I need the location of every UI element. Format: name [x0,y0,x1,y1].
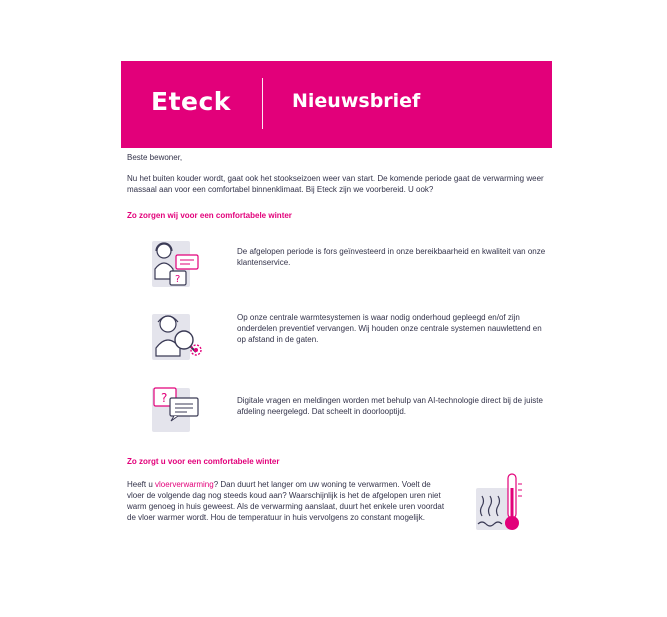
item-text-maintenance: Op onze centrale warmtesystemen is waar nodig onderhoud gepleegd en/of zijn onderdelen preventief vervangen. Wij houden onze centrale systemen nauwlettend en op afstand in de gaten. [237,313,542,344]
floor-heating-thermometer-icon [470,470,532,534]
chat-bubbles-icon [148,378,206,436]
section-title-we: Zo zorgen wij voor een comfortabele winter [127,211,292,220]
floor-heating-paragraph [127,479,449,523]
customer-service-icon [148,235,206,293]
brand-logo: Eteck [151,87,231,116]
floor-heating-text-before: Heeft u [127,480,156,489]
floor-heating-link[interactable]: vloerverwarming [155,480,214,489]
svg-text:?: ? [175,274,181,285]
item-text-customer-service: De afgelopen periode is fors geïnvesteerd in onze bereikbaarheid en kwaliteit van onze klantenservice. [237,247,546,267]
item-text-ai-technology: Digitale vragen en meldingen worden met behulp van AI-technologie direct bij de juiste afdeling neergelegd. Dat scheelt in doorlooptijd. [237,396,543,416]
floor-heating-text-after: ? Dan duurt het langer om uw woning te verwarmen. Voelt de vloer de volgende dag nog steeds koud aan? Waarschijnlijk is het de afgelopen uren niet warm genoeg in huis geweest. Als de verwarming aanslaat, duurt het enkele uren voordat de vloer warmer wordt. Hou de temperatuur in huis vervolgens zo constant mogelijk. [127,480,445,522]
section-title-you: Zo zorgt u voor een comfortabele winter [127,457,280,466]
header-divider [262,78,263,129]
newsletter-title: Nieuwsbrief [292,90,421,112]
maintenance-engineer-icon [148,306,206,364]
greeting: Beste bewoner, [127,153,183,162]
intro-paragraph: Nu het buiten kouder wordt, gaat ook het stookseizoen weer van start. De komende periode gaat de verwarming weer massaal aan voor een comfortabel binnenklimaat. Bij Eteck zijn we voorbereid. U ook? [127,174,544,194]
svg-text:?: ? [161,391,168,405]
newsletter-header [121,61,552,148]
